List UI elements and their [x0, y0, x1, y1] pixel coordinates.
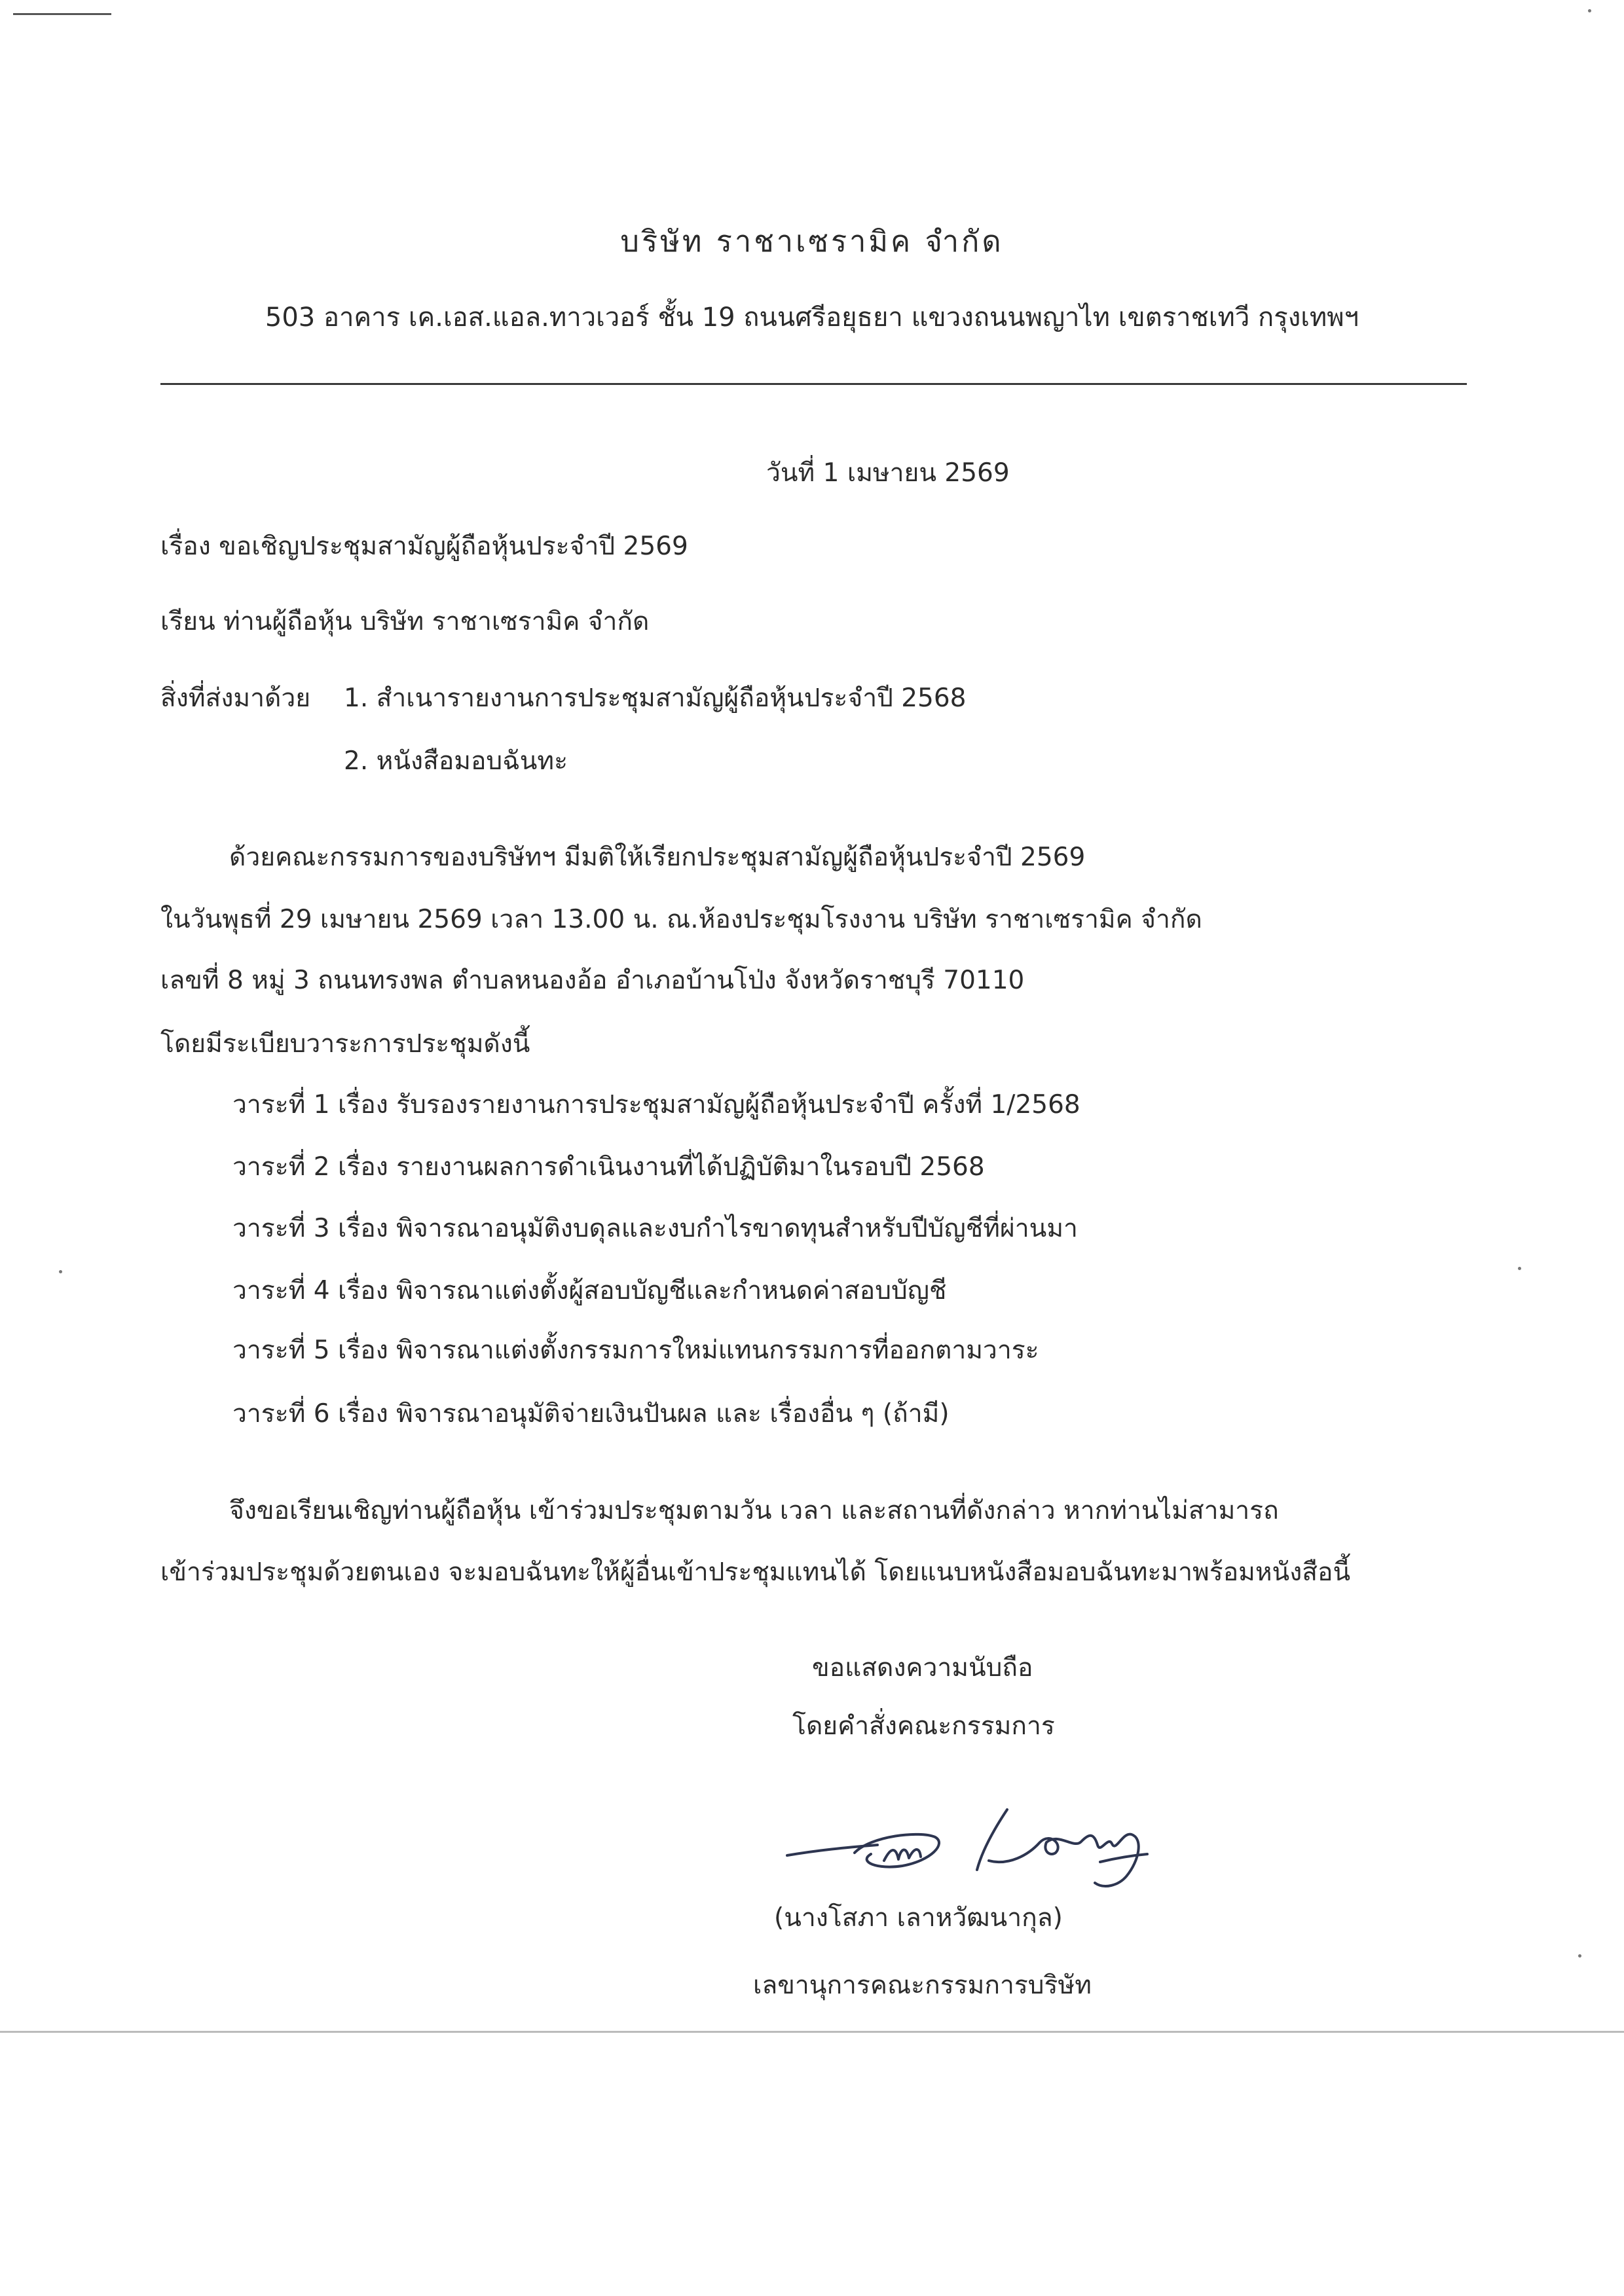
scan-speck	[59, 1270, 62, 1273]
enclosure-item: 1. สำเนารายงานการประชุมสามัญผู้ถือหุ้นประจำปี 2568	[344, 683, 967, 713]
enclosure-item: 2. หนังสือมอบฉันทะ	[344, 746, 568, 776]
scan-bottom-edge	[0, 2031, 1624, 2033]
company-name: บริษัท ราชาเซรามิค จำกัด	[620, 224, 1004, 259]
agenda-item: วาระที่ 5 เรื่อง พิจารณาแต่งตั้งกรรมการใหม่แทนกรรมการที่ออกตามวาระ	[232, 1336, 1039, 1365]
handwritten-signature	[786, 1793, 1153, 1897]
scan-speck	[1578, 1954, 1581, 1958]
body-line: ในวันพุธที่ 29 เมษายน 2569 เวลา 13.00 น. ณ.ห้องประชุมโรงงาน บริษัท ราชาเซรามิค จำกัด	[160, 905, 1202, 934]
closing-by-order: โดยคำสั่งคณะกรรมการ	[792, 1711, 1055, 1741]
scan-speck	[1588, 9, 1591, 12]
scan-mark	[13, 13, 111, 15]
body-line: โดยมีระเบียบวาระการประชุมดังนี้	[160, 1029, 530, 1059]
letter-date: วันที่ 1 เมษายน 2569	[766, 458, 1010, 488]
body-line: ด้วยคณะกรรมการของบริษัทฯ มีมติให้เรียกประชุมสามัญผู้ถือหุ้นประจำปี 2569	[229, 843, 1086, 872]
enclosures-label: สิ่งที่ส่งมาด้วย	[160, 683, 311, 713]
signatory-title: เลขานุการคณะกรรมการบริษัท	[753, 1971, 1092, 2000]
closing-line: จึงขอเรียนเชิญท่านผู้ถือหุ้น เข้าร่วมประชุมตามวัน เวลา และสถานที่ดังกล่าว หากท่านไม่สามารถ	[229, 1496, 1279, 1525]
letter-subject: เรื่อง ขอเชิญประชุมสามัญผู้ถือหุ้นประจำปี 2569	[160, 532, 688, 561]
company-address: 503 อาคาร เค.เอส.แอล.ทาวเวอร์ ชั้น 19 ถนนศรีอยุธยา แขวงถนนพญาไท เขตราชเทวี กรุงเทพฯ	[265, 302, 1359, 333]
signatory-name: (นางโสภา เลาหวัฒนากุล)	[774, 1903, 1063, 1933]
closing-line: เข้าร่วมประชุมด้วยตนเอง จะมอบฉันทะให้ผู้อื่นเข้าประชุมแทนได้ โดยแนบหนังสือมอบฉันทะมาพร้อมหนังสือนี้	[160, 1558, 1351, 1587]
agenda-item: วาระที่ 3 เรื่อง พิจารณาอนุมัติงบดุลและงบกำไรขาดทุนสำหรับปีบัญชีที่ผ่านมา	[232, 1214, 1078, 1243]
letter-recipient: เรียน ท่านผู้ถือหุ้น บริษัท ราชาเซรามิค จำกัด	[160, 607, 650, 636]
agenda-item: วาระที่ 4 เรื่อง พิจารณาแต่งตั้งผู้สอบบัญชีและกำหนดค่าสอบบัญชี	[232, 1276, 947, 1305]
agenda-item: วาระที่ 1 เรื่อง รับรองรายงานการประชุมสามัญผู้ถือหุ้นประจำปี ครั้งที่ 1/2568	[232, 1090, 1080, 1120]
header-divider	[160, 383, 1467, 385]
closing-regards: ขอแสดงความนับถือ	[812, 1653, 1033, 1683]
agenda-item: วาระที่ 6 เรื่อง พิจารณาอนุมัติจ่ายเงินปันผล และ เรื่องอื่น ๆ (ถ้ามี)	[232, 1399, 950, 1429]
scan-speck	[1518, 1267, 1521, 1270]
agenda-item: วาระที่ 2 เรื่อง รายงานผลการดำเนินงานที่ได้ปฏิบัติมาในรอบปี 2568	[232, 1152, 985, 1182]
body-line: เลขที่ 8 หมู่ 3 ถนนทรงพล ตำบลหนองอ้อ อำเภอบ้านโป่ง จังหวัดราชบุรี 70110	[160, 966, 1025, 995]
